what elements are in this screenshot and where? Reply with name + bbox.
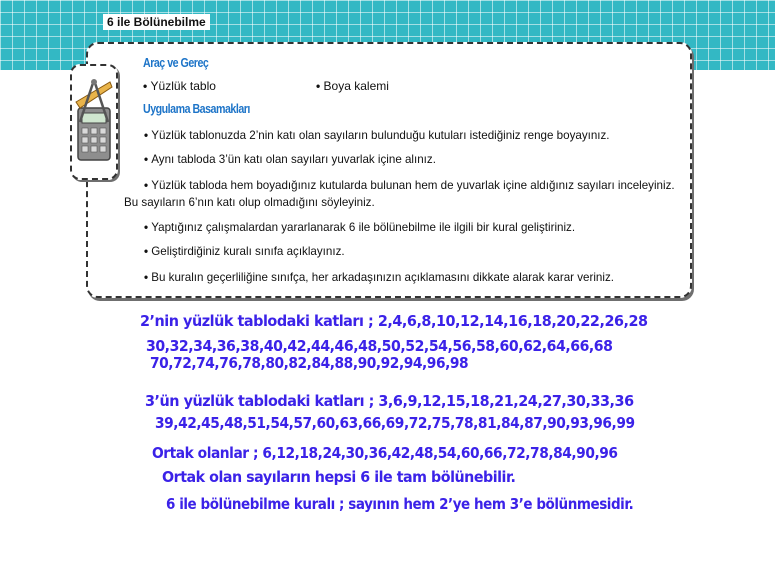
steps-heading: Uygulama Basamakları <box>143 101 250 116</box>
step-item: • Geliştirdiğiniz kuralı sınıfa açıklayınız. <box>144 245 345 258</box>
handwritten-line: Ortak olan sayıların hepsi 6 ile tam bölünebilir. <box>162 468 516 486</box>
handwritten-line: 2’nin yüzlük tablodaki katları ; 2,4,6,8,10,12,14,16,18,20,22,26,28 <box>140 312 648 330</box>
page-title: 6 ile Bölünebilme <box>103 14 210 30</box>
handwritten-line: 39,42,45,48,51,54,57,60,63,66,69,72,75,78,81,84,87,90,93,96,99 <box>155 414 635 432</box>
step-item: • Yüzlük tabloda hem boyadığınız kutularda bulunan hem de yuvarlak içine aldığınız sayıları inceleyiniz. Bu sayıların 6’nın katı olup olmadığını söyleyiniz. <box>124 179 675 209</box>
calculator-compass-icon <box>72 78 116 170</box>
step-item: • Yüzlük tablonuzda 2’nin katı olan sayıların bulunduğu kutuları istediğiniz renge boyayınız. <box>144 129 610 142</box>
step-item: • Bu kuralın geçerliliğine sınıfça, her arkadaşınızın açıklamasını dikkate alarak karar veriniz. <box>144 271 614 284</box>
handwritten-line: 6 ile bölünebilme kuralı ; sayının hem 2’ye hem 3’e bölünmesidir. <box>166 495 634 513</box>
step-item: • Yaptığınız çalışmalardan yararlanarak 6 ile bölünebilme ile ilgili bir kural geliştiriniz. <box>144 221 576 234</box>
step-item: • Aynı tabloda 3’ün katı olan sayıları yuvarlak içine alınız. <box>144 153 436 166</box>
material-item-pen: • Boya kalemi <box>316 79 389 93</box>
materials-heading: Araç ve Gereç <box>143 55 209 70</box>
handwritten-line: 30,32,34,36,38,40,42,44,46,48,50,52,54,56,58,60,62,64,66,68 <box>146 337 613 355</box>
material-item-table: • Yüzlük tablo <box>143 79 216 93</box>
handwritten-line: 70,72,74,76,78,80,82,84,88,90,92,94,96,98 <box>150 354 469 372</box>
handwritten-line: 3’ün yüzlük tablodaki katları ; 3,6,9,12,15,18,21,24,27,30,33,36 <box>145 392 634 410</box>
handwritten-line: Ortak olanlar ; 6,12,18,24,30,36,42,48,54,60,66,72,78,84,90,96 <box>152 444 618 462</box>
